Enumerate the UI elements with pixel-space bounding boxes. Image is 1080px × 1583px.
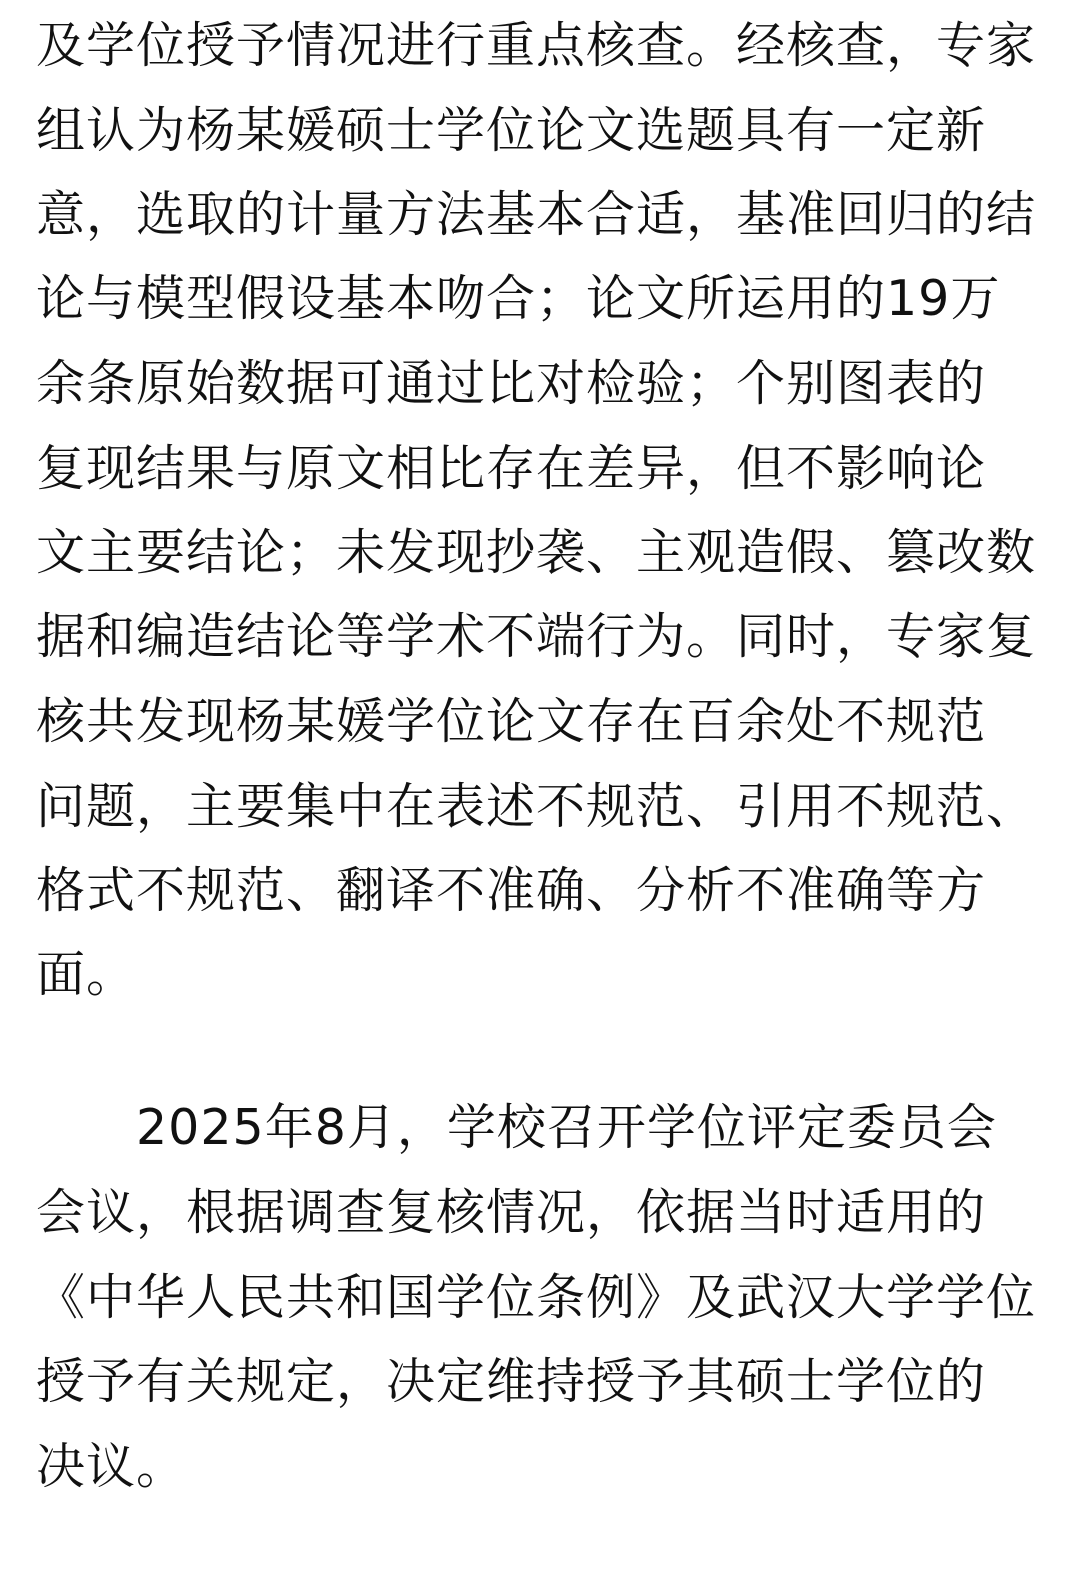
paragraph-1-line-3: 意，选取的计量方法基本合适，基准回归的结 (36, 186, 1037, 243)
paragraph-2-line-3: 《中华人民共和国学位条例》及武汉大学学位 (36, 1269, 1037, 1326)
paragraph-1-line-9: 核共发现杨某媛学位论文存在百余处不规范 (36, 693, 987, 750)
paragraph-2-line-5: 决议。 (36, 1438, 187, 1495)
paragraph-2-line-1: 2025年8月，学校召开学位评定委员会 (136, 1099, 997, 1156)
paragraph-1-line-5: 余条原始数据可通过比对检验；个别图表的 (36, 355, 987, 412)
paragraph-2-line-4: 授予有关规定，决定维持授予其硕士学位的 (36, 1353, 987, 1410)
paragraph-2-line-2: 会议，根据调查复核情况，依据当时适用的 (36, 1184, 987, 1241)
paragraph-1-line-12: 面。 (36, 946, 137, 1003)
paragraph-1-line-7: 文主要结论；未发现抄袭、主观造假、篡改数 (36, 524, 1037, 581)
paragraph-1-line-10: 问题，主要集中在表述不规范、引用不规范、 (36, 778, 1037, 835)
paragraph-1-line-11: 格式不规范、翻译不准确、分析不准确等方 (36, 862, 987, 919)
paragraph-1-line-1: 及学位授予情况进行重点核查。经核查，专家 (36, 17, 1037, 74)
paragraph-1-line-2: 组认为杨某媛硕士学位论文选题具有一定新 (36, 102, 987, 159)
paragraph-1-line-6: 复现结果与原文相比存在差异，但不影响论 (36, 440, 987, 497)
paragraph-1-line-4: 论与模型假设基本吻合；论文所运用的19万 (36, 270, 1001, 327)
paragraph-1-line-8: 据和编造结论等学术不端行为。同时，专家复 (36, 608, 1037, 665)
